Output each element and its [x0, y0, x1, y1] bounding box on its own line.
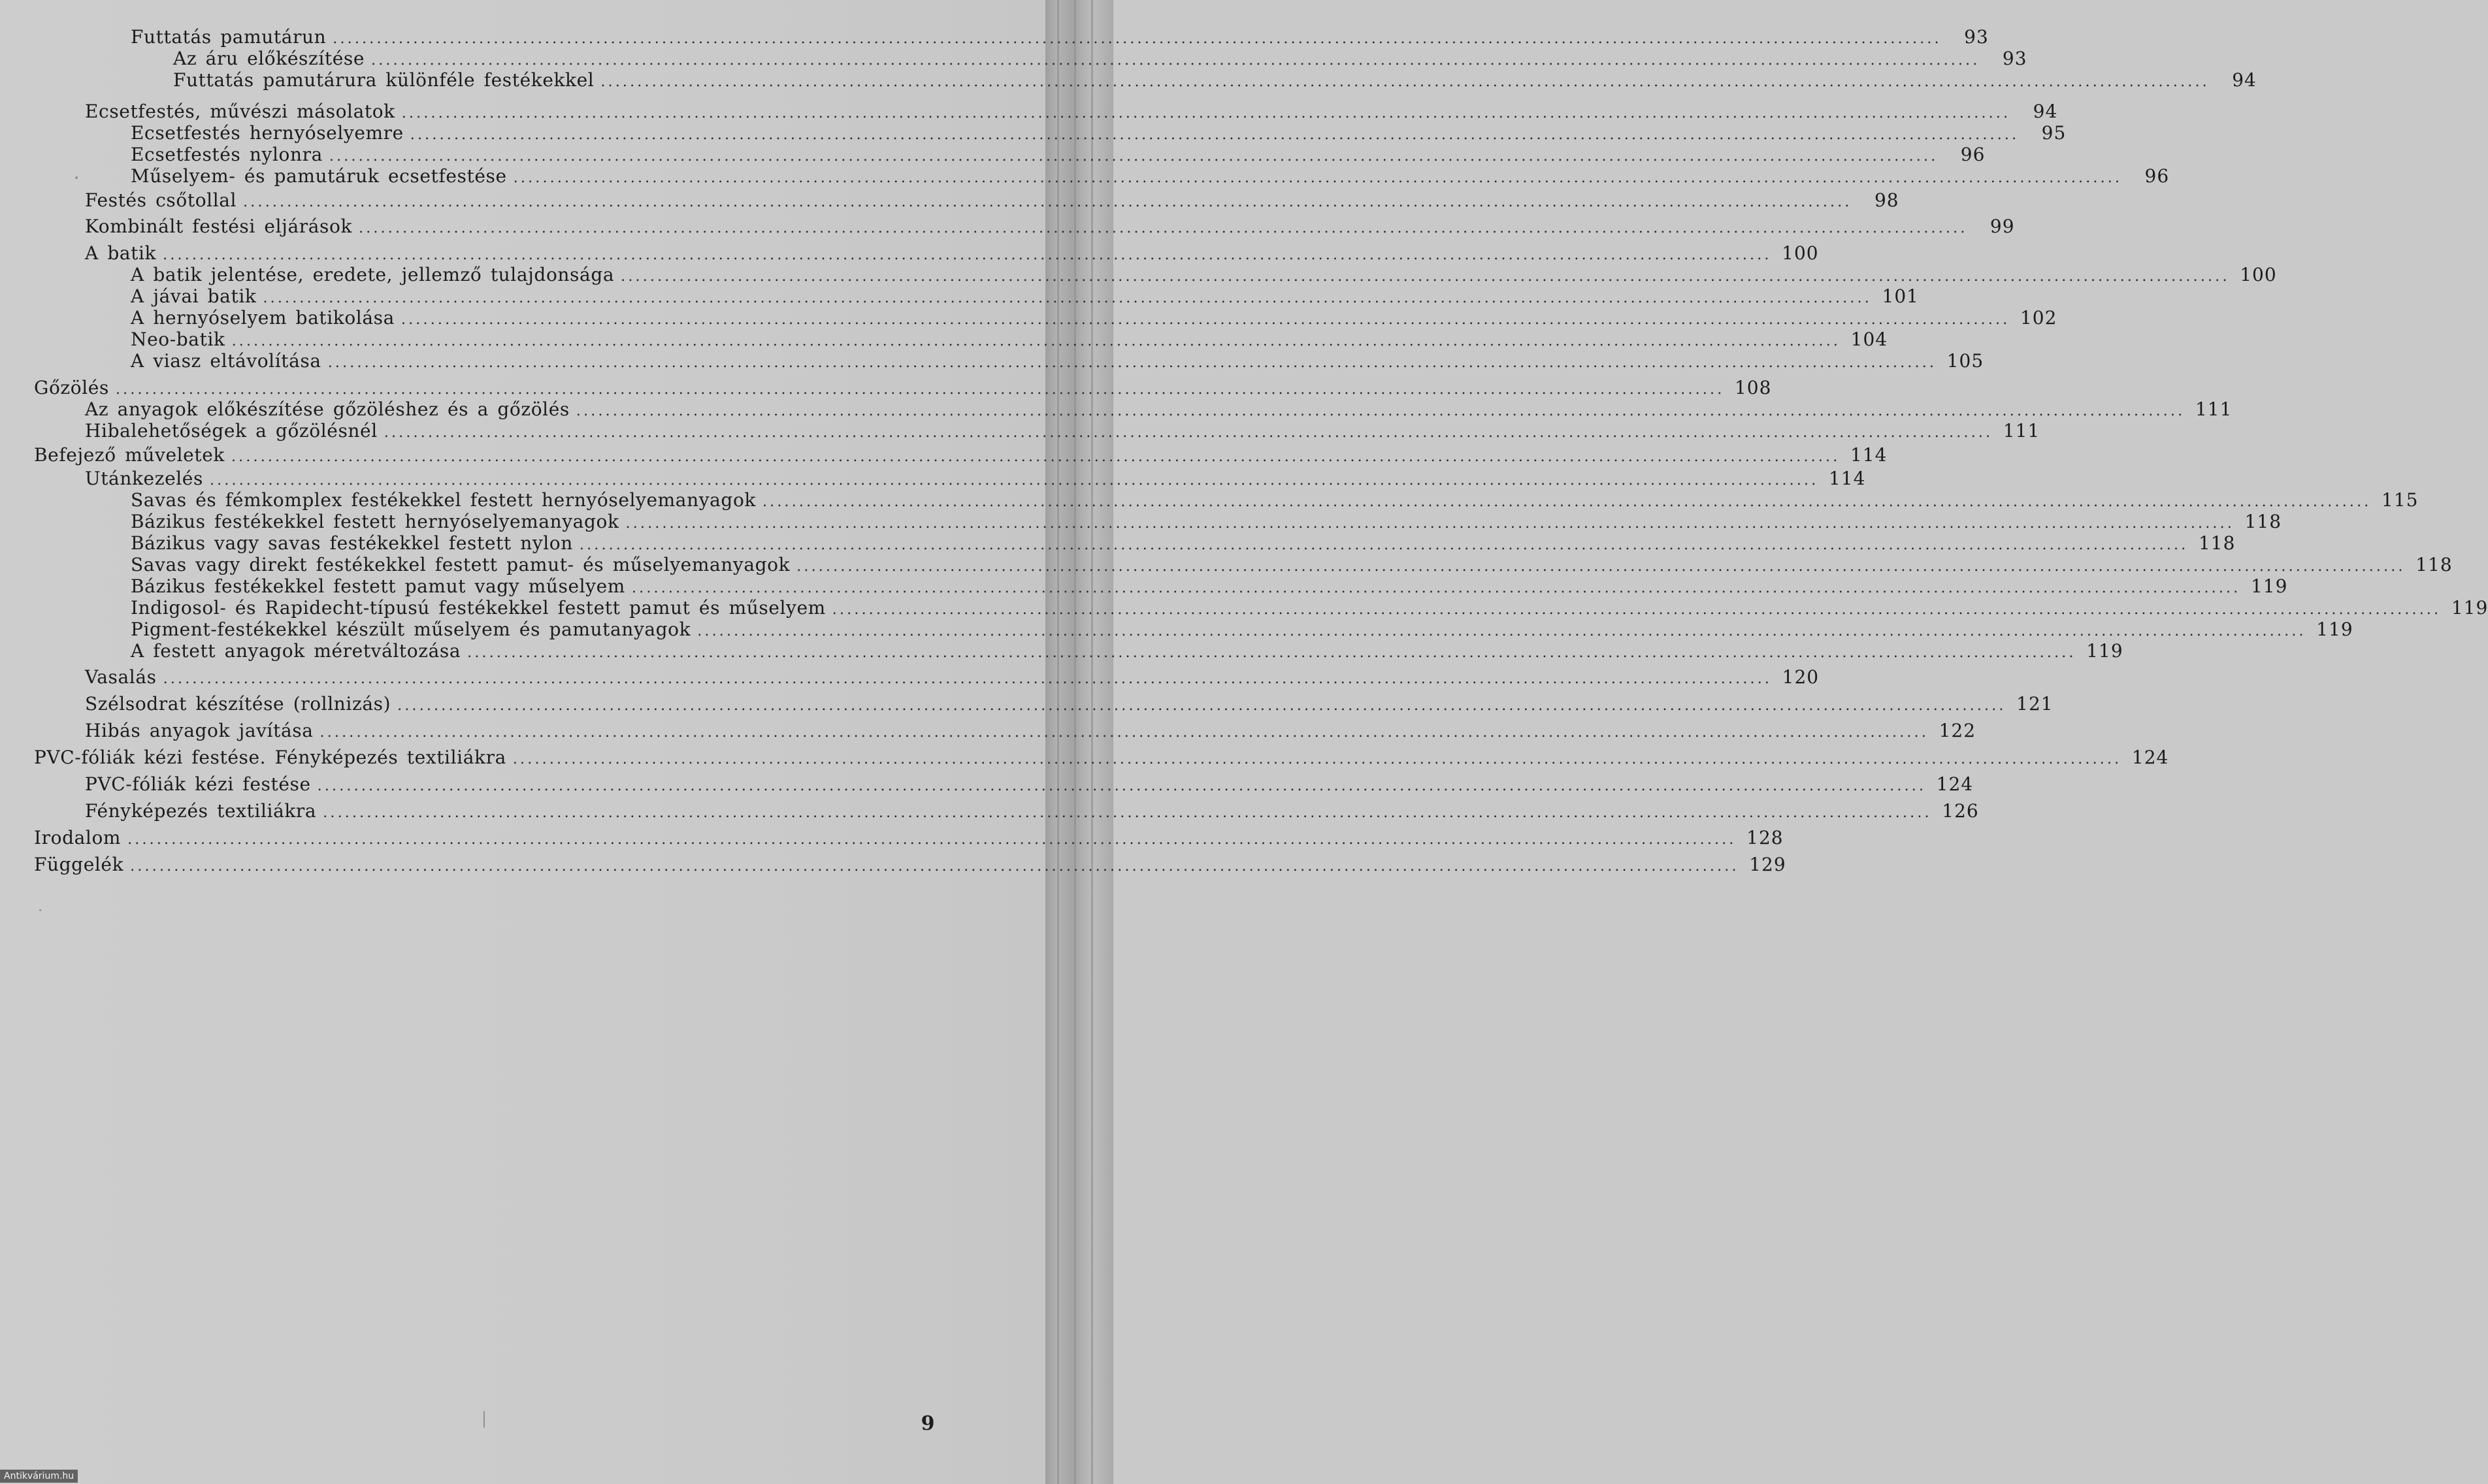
- toc-entry: [85, 398, 2233, 421]
- toc-entry: [173, 69, 2257, 91]
- dot-leader: ............................................................................................................................................................................................................................: [513, 170, 2123, 186]
- toc-entry-title: Ecsetfestés, művészi másolatok: [85, 101, 395, 122]
- dot-leader: ............................................................................................................................................................................................................................: [163, 671, 1773, 687]
- dot-leader: ............................................................................................................................................................................................................................: [359, 220, 1968, 236]
- dot-leader: ............................................................................................................................................................................................................................: [796, 558, 2406, 575]
- toc-entry-title: Vasalás: [85, 666, 157, 688]
- dot-leader: ............................................................................................................................................................................................................................: [209, 472, 1819, 489]
- toc-entry-title: A batik: [85, 242, 157, 264]
- toc-entry-title: Futtatás pamutárun: [131, 26, 327, 48]
- dot-leader: ............................................................................................................................................................................................................................: [319, 724, 1929, 741]
- toc-entry: [85, 693, 2054, 715]
- toc-entry: [131, 264, 2277, 286]
- toc-entry-title: Műselyem- és pamutáruk ecsetfestése: [131, 165, 507, 187]
- toc-entry: [34, 854, 1786, 876]
- toc-entry-page: 119: [2086, 640, 2123, 662]
- toc-entry-page: 95: [2041, 122, 2067, 144]
- toc-entry-page: 94: [2033, 101, 2058, 122]
- dot-leader: ............................................................................................................................................................................................................................: [115, 381, 1725, 398]
- toc-entry-title: Ecsetfestés nylonra: [131, 144, 323, 165]
- toc-entry-title: Fényképezés textiliákra: [85, 800, 317, 822]
- toc-entry: [131, 532, 2236, 555]
- toc-entry-title: Hibás anyagok javítása: [85, 720, 314, 741]
- toc-entry-title: Neo-batik: [131, 329, 225, 350]
- dot-leader: ............................................................................................................................................................................................................................: [600, 74, 2210, 90]
- watermark: Antikvárium.hu: [0, 1470, 78, 1483]
- toc-entry-title: Az áru előkészítése: [173, 48, 365, 69]
- toc-entry-page: 121: [2016, 693, 2054, 715]
- toc-entry-page: 118: [2415, 554, 2453, 575]
- toc-entry-page: 100: [1782, 242, 1819, 264]
- dot-leader: ............................................................................................................................................................................................................................: [512, 751, 2122, 767]
- toc-entry: [34, 444, 1888, 466]
- dot-leader: ............................................................................................................................................................................................................................: [327, 355, 1937, 371]
- toc-entry-page: 124: [1936, 773, 1974, 795]
- dot-leader: ............................................................................................................................................................................................................................: [371, 52, 1980, 69]
- toc-entry-title: Hibalehetőségek a gőzölésnél: [85, 420, 378, 442]
- toc-entry-page: 129: [1749, 854, 1786, 875]
- toc-entry-page: 111: [2195, 398, 2233, 420]
- toc-entry-page: 114: [1850, 444, 1888, 466]
- toc-entry-page: 108: [1734, 377, 1772, 398]
- toc-entry-page: 100: [2240, 264, 2277, 285]
- toc-entry-title: Futtatás pamutárura különféle festékekkel: [173, 69, 595, 91]
- toc-entry-title: Savas és fémkomplex festékekkel festett hernyóselyemanyagok: [131, 489, 756, 511]
- toc-entry: [131, 554, 2453, 576]
- dot-leader: ............................................................................................................................................................................................................................: [579, 537, 2189, 553]
- toc-entry: [85, 242, 1819, 265]
- toc-entry-title: A batik jelentése, eredete, jellemző tulajdonsága: [131, 264, 615, 285]
- toc-entry-title: Pigment-festékekkel készült műselyem és pamutanyagok: [131, 619, 691, 640]
- toc-entry-title: Indigosol- és Rapidecht-típusú festékekkel festett pamut és műselyem: [131, 597, 826, 619]
- toc-entry: [34, 377, 1772, 399]
- toc-entry-title: Festés csőtollal: [85, 189, 237, 211]
- toc-entry: [131, 165, 2170, 187]
- dot-leader: ............................................................................................................................................................................................................................: [410, 127, 2020, 143]
- toc-entry-page: 98: [1874, 189, 1899, 211]
- toc-entry-page: 118: [2244, 511, 2282, 532]
- dot-leader: ............................................................................................................................................................................................................................: [243, 194, 1852, 210]
- dot-leader: ............................................................................................................................................................................................................................: [762, 494, 2372, 510]
- toc-entry: [131, 640, 2123, 662]
- toc-entry-title: Savas vagy direkt festékekkel festett pamut- és műselyemanyagok: [131, 554, 791, 575]
- toc-entry-page: 94: [2232, 69, 2257, 91]
- toc-entry: [85, 189, 1899, 212]
- toc-entry: [131, 511, 2282, 533]
- toc-entry-title: Irodalom: [34, 827, 122, 848]
- dot-leader: ............................................................................................................................................................................................................................: [401, 312, 2010, 328]
- toc-entry-title: Bázikus festékekkel festett hernyóselyemanyagok: [131, 511, 619, 532]
- toc-entry-title: Befejező műveletek: [34, 444, 225, 466]
- toc-entry-page: 93: [2002, 48, 2027, 69]
- toc-entry: [85, 468, 1866, 490]
- toc-entry: [85, 101, 2058, 123]
- toc-entry: [85, 666, 1820, 688]
- dot-leader: ............................................................................................................................................................................................................................: [317, 778, 1927, 794]
- toc-entry-page: 96: [2144, 165, 2170, 187]
- toc-entry: [85, 800, 1979, 822]
- dot-leader: ............................................................................................................................................................................................................................: [401, 105, 2011, 121]
- paper-speck: [75, 176, 78, 179]
- toc-entry-page: 128: [1746, 827, 1784, 848]
- toc-entry: [85, 773, 1974, 796]
- dot-leader: ............................................................................................................................................................................................................................: [576, 403, 2185, 419]
- toc-entry: [131, 597, 2488, 619]
- toc-entry: [34, 827, 1784, 849]
- toc-entry-page: 99: [1989, 216, 2015, 237]
- toc-entry: [131, 144, 1986, 166]
- toc-entry-page: 102: [2020, 307, 2057, 329]
- dot-leader: ............................................................................................................................................................................................................................: [697, 623, 2306, 639]
- toc-entry: [131, 26, 1989, 48]
- toc-entry: [85, 420, 2040, 442]
- dot-leader: ............................................................................................................................................................................................................................: [231, 333, 1841, 349]
- toc-entry-page: 119: [2316, 619, 2353, 640]
- toc-entry-title: A hernyóselyem batikolása: [131, 307, 395, 329]
- dot-leader: ............................................................................................................................................................................................................................: [621, 268, 2230, 285]
- dot-leader: ............................................................................................................................................................................................................................: [333, 31, 1942, 47]
- toc-entry: [34, 747, 2169, 769]
- toc-entry-page: 93: [1964, 26, 1989, 48]
- dot-leader: ............................................................................................................................................................................................................................: [163, 247, 1772, 263]
- dot-leader: ............................................................................................................................................................................................................................: [130, 858, 1739, 875]
- toc-entry-title: PVC-fóliák kézi festése: [85, 773, 311, 795]
- dot-leader: ............................................................................................................................................................................................................................: [263, 290, 1872, 306]
- toc-entry-page: 126: [1942, 800, 1979, 822]
- dot-leader: ............................................................................................................................................................................................................................: [384, 425, 1993, 441]
- toc-entry-title: Gőzölés: [34, 377, 109, 398]
- toc-entry-page: 122: [1939, 720, 1976, 741]
- toc-entry-title: A viasz eltávolítása: [131, 350, 321, 372]
- paper-speck: [483, 1411, 485, 1428]
- toc-entry-page: 119: [2250, 575, 2288, 597]
- toc-entry: [131, 285, 1919, 308]
- toc-entry-title: A jávai batik: [131, 285, 257, 307]
- toc-entry: [173, 48, 2027, 70]
- toc-entry-title: Függelék: [34, 854, 124, 875]
- toc-entry: [131, 350, 1984, 372]
- dot-leader: ............................................................................................................................................................................................................................: [127, 831, 1737, 848]
- dot-leader: ............................................................................................................................................................................................................................: [625, 515, 2235, 532]
- toc-entry-page: 111: [2003, 420, 2040, 442]
- toc-entry-page: 120: [1782, 666, 1820, 688]
- toc-entry-page: 96: [1960, 144, 1986, 165]
- toc-entry-page: 114: [1828, 468, 1866, 489]
- toc-entry-page: 104: [1850, 329, 1888, 350]
- toc-entry-title: Szélsodrat készítése (rollnizás): [85, 693, 391, 715]
- toc-entry-title: Bázikus festékekkel festett pamut vagy műselyem: [131, 575, 625, 597]
- toc-entry: [131, 575, 2288, 598]
- toc-entry: [85, 720, 1976, 742]
- dot-leader: ............................................................................................................................................................................................................................: [397, 698, 2006, 714]
- dot-leader: ............................................................................................................................................................................................................................: [467, 645, 2076, 661]
- toc-entry: [131, 122, 2067, 144]
- dot-leader: ............................................................................................................................................................................................................................: [832, 602, 2442, 618]
- toc-entry-page: 118: [2198, 532, 2236, 554]
- toc-entry-title: Ecsetfestés hernyóselyemre: [131, 122, 404, 144]
- toc-entry-page: 115: [2382, 489, 2419, 511]
- toc-entry: [131, 329, 1888, 351]
- toc-entry-page: 119: [2451, 597, 2488, 619]
- dot-leader: ............................................................................................................................................................................................................................: [231, 449, 1841, 465]
- toc-entry-title: Kombinált festési eljárások: [85, 216, 353, 237]
- dot-leader: ............................................................................................................................................................................................................................: [323, 805, 1932, 821]
- toc-entry: [85, 216, 2015, 238]
- toc-entry-title: Az anyagok előkészítése gőzöléshez és a gőzölés: [85, 398, 570, 420]
- paper-speck: [39, 909, 41, 911]
- page-number: 9: [921, 1412, 935, 1435]
- toc-entry-title: PVC-fóliák kézi festése. Fényképezés textiliákra: [34, 747, 506, 768]
- toc-entry-title: Utánkezelés: [85, 468, 203, 489]
- dot-leader: ............................................................................................................................................................................................................................: [329, 148, 1939, 165]
- toc-entry: [131, 489, 2419, 511]
- toc-entry-page: 124: [2131, 747, 2169, 768]
- toc-entry-page: 101: [1882, 285, 1919, 307]
- toc-entry-page: 105: [1946, 350, 1984, 372]
- dot-leader: ............................................................................................................................................................................................................................: [631, 580, 2241, 596]
- toc-entry: [131, 619, 2353, 641]
- toc-entry-title: A festett anyagok méretváltozása: [131, 640, 461, 662]
- toc-entry-title: Bázikus vagy savas festékekkel festett nylon: [131, 532, 573, 554]
- toc-entry: [131, 307, 2057, 329]
